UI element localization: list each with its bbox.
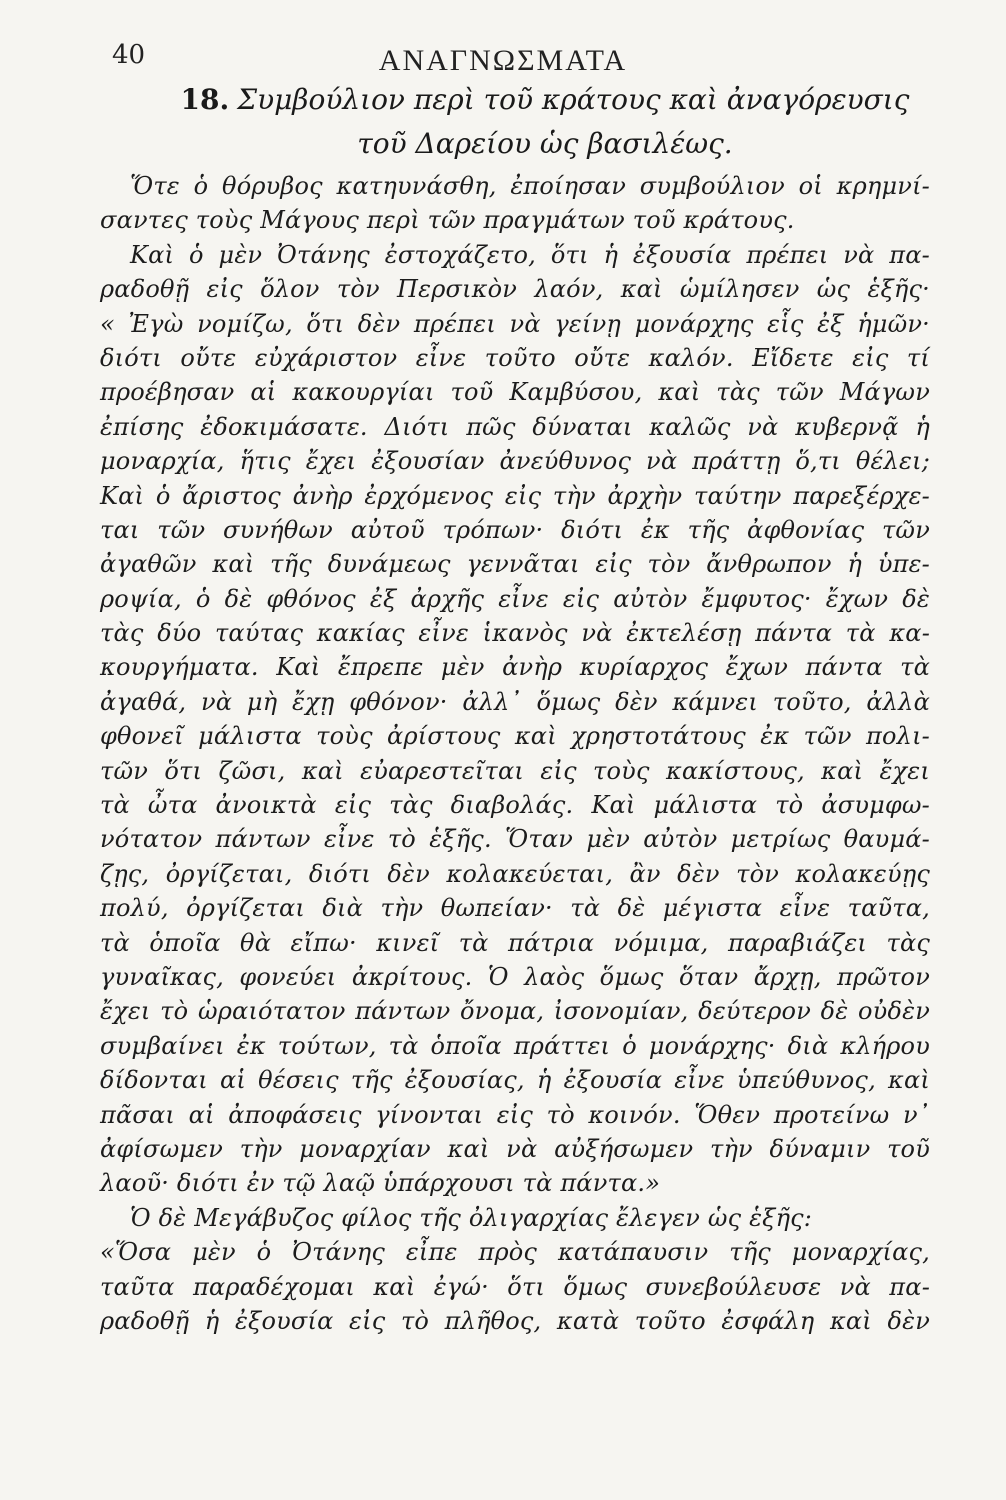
text-line: κουργήματα. Καὶ ἔπρεπε μὲν ἀνὴρ κυρίαρχος ἔχων πάντα τὰ	[100, 653, 930, 682]
text-line: διότι οὔτε εὐχάριστον εἶνε τοῦτο οὔτε καλόν. Εἴδετε εἰς τί	[100, 343, 930, 372]
text-line: λαοῦ· διότι ἐν τῷ λαῷ ὑπάρχουσι τὰ πάντα.»	[100, 1169, 661, 1198]
text-line: Καὶ ὁ μὲν Ὀτάνης ἐστοχάζετο, ὅτι ἡ ἐξουσία πρέπει νὰ πα-	[130, 240, 930, 269]
text-line: προέβησαν αἱ κακουργίαι τοῦ Καμβύσου, καὶ τὰς τῶν Μάγων	[100, 378, 930, 407]
text-line: ἀγαθά, νὰ μὴ ἔχῃ φθόνον· ἀλλ᾽ ὅμως δὲν κάμνει τοῦτο, ἀλλὰ	[100, 687, 930, 716]
text-line: τὰ ὦτα ἀνοικτὰ εἰς τὰς διαβολάς. Καὶ μάλιστα τὸ ἀσυμφω-	[100, 791, 930, 820]
text-line: ραδοθῇ εἰς ὅλον τὸν Περσικὸν λαόν, καὶ ὡμίλησεν ὡς ἑξῆς·	[100, 275, 930, 304]
text-line: τῶν ὅτι ζῶσι, καὶ εὐαρεστεῖται εἰς τοὺς κακίστους, καὶ ἔχει	[100, 756, 930, 785]
running-title: ΑΝΑΓΝΩΣΜΑΤΑ	[378, 44, 628, 77]
page-number: 40	[112, 40, 146, 70]
text-line: Ὁ δὲ Μεγάβυζος φίλος τῆς ὀλιγαρχίας ἔλεγεν ὡς ἑξῆς:	[130, 1203, 813, 1232]
chapter-title-line-1	[160, 78, 930, 122]
chapter-title-line-2: τοῦ Δαρείου ὡς βασιλέως.	[357, 127, 733, 160]
text-line: συμβαίνει ἐκ τούτων, τὰ ὁποῖα πράττει ὁ μονάρχης· διὰ κλήρου	[100, 1031, 930, 1060]
text-line: Καὶ ὁ ἄριστος ἀνὴρ ἐρχόμενος εἰς τὴν ἀρχὴν ταύτην παρεξέρχε-	[100, 481, 930, 510]
text-line: «Ὅσα μὲν ὁ Ὀτάνης εἶπε πρὸς κατάπαυσιν τῆς μοναρχίας,	[100, 1238, 930, 1267]
text-line: φθονεῖ μάλιστα τοὺς ἀρίστους καὶ χρηστοτάτους ἐκ τῶν πολι-	[100, 722, 930, 751]
text-line: τὰ ὁποῖα θὰ εἴπω· κινεῖ τὰ πάτρια νόμιμα, παραβιάζει τὰς	[100, 928, 930, 957]
text-line: ἀφίσωμεν τὴν μοναρχίαν καὶ νὰ αὐξήσωμεν τὴν δύναμιν τοῦ	[100, 1134, 930, 1163]
text-line: πᾶσαι αἱ ἀποφάσεις γίνονται εἰς τὸ κοινόν. Ὅθεν προτείνω ν᾽	[100, 1100, 930, 1129]
text-line: ταῦτα παραδέχομαι καὶ ἐγώ· ὅτι ὅμως συνεβούλευσε νὰ πα-	[100, 1272, 930, 1301]
chapter-heading	[160, 78, 930, 166]
text-line: Ὅτε ὁ θόρυβος κατηυνάσθη, ἐποίησαν συμβούλιον οἱ κρημνί-	[130, 172, 930, 200]
text-line: ἐπίσης ἐδοκιμάσατε. Διότι πῶς δύναται καλῶς νὰ κυβερνᾷ ἡ	[100, 412, 930, 441]
text-line: σαντες τοὺς Μάγους περὶ τῶν πραγμάτων τοῦ κράτους.	[100, 206, 795, 235]
chapter-number: 18.	[180, 83, 230, 116]
text-line: γυναῖκας, φονεύει ἀκρίτους. Ὁ λαὸς ὅμως ὅταν ἄρχῃ, πρῶτον	[100, 962, 930, 991]
text-line: ζῃς, ὀργίζεται, διότι δὲν κολακεύεται, ἂν δὲν τὸν κολακεύῃς	[100, 859, 930, 888]
text-line: ἀγαθῶν καὶ τῆς δυνάμεως γεννᾶται εἰς τὸν ἄνθρωπον ἡ ὑπε-	[100, 550, 930, 579]
text-line: πολύ, ὀργίζεται διὰ τὴν θωπείαν· τὰ δὲ μέγιστα εἶνε ταῦτα,	[100, 894, 930, 923]
text-line: δίδονται αἱ θέσεις τῆς ἐξουσίας, ἡ ἐξουσία εἶνε ὑπεύθυνος, καὶ	[100, 1066, 930, 1095]
text-line: ται τῶν συνήθων αὐτοῦ τρόπων· διότι ἐκ τῆς ἀφθονίας τῶν	[100, 515, 930, 544]
body-text	[100, 169, 930, 1338]
text-line: μοναρχία, ἥτις ἔχει ἐξουσίαν ἀνεύθυνος νὰ πράττῃ ὅ,τι θέλει;	[100, 447, 930, 476]
text-line: ραδοθῇ ἡ ἐξουσία εἰς τὸ πλῆθος, κατὰ τοῦτο ἐσφάλη καὶ δὲν	[100, 1306, 930, 1335]
chapter-title-text: Συμβούλιον περὶ τοῦ κράτους καὶ ἀναγόρευσις	[237, 83, 910, 116]
text-line: τὰς δύο ταύτας κακίας εἶνε ἱκανὸς νὰ ἐκτελέσῃ πάντα τὰ κα-	[100, 619, 930, 648]
text-line: « Ἐγὼ νομίζω, ὅτι δὲν πρέπει νὰ γείνῃ μονάρχης εἷς ἐξ ἡμῶν·	[100, 309, 930, 338]
text-line: νότατον πάντων εἶνε τὸ ἑξῆς. Ὅταν μὲν αὐτὸν μετρίως θαυμά-	[100, 825, 930, 854]
text-line: ροψία, ὁ δὲ φθόνος ἐξ ἀρχῆς εἶνε εἰς αὐτὸν ἔμφυτος· ἔχων δὲ	[100, 584, 930, 613]
text-line: ἔχει τὸ ὡραιότατον πάντων ὄνομα, ἰσονομίαν, δεύτερον δὲ οὐδὲν	[100, 997, 930, 1026]
